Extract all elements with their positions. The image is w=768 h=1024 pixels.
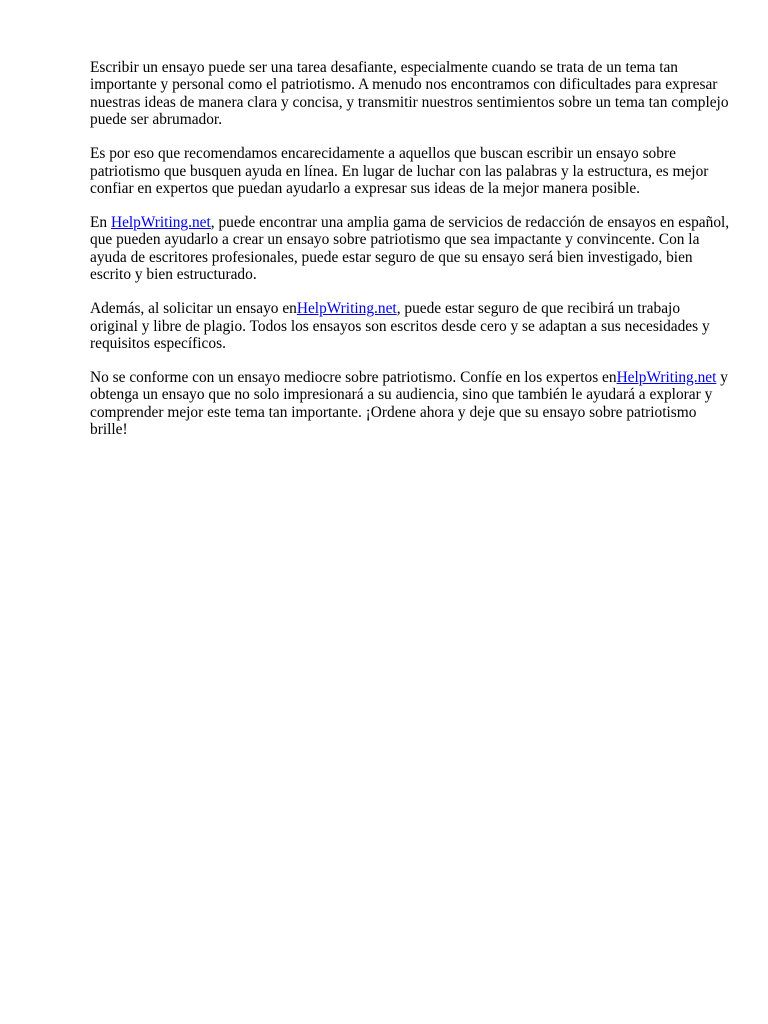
paragraph-text: Escribir un ensayo puede ser una tarea desafiante, especialmente cuando se trata de un tema tan importante y personal como el patriotismo. A menudo nos encontramos con dificultades para expresar nuestras ideas de manera clara y concisa, y transmitir nuestros sentimientos sobre un tema tan complejo puede ser abrumador. <box>90 59 729 129</box>
helpwriting-link[interactable]: HelpWriting.net <box>296 300 397 318</box>
paragraph-text-before: En <box>90 214 111 232</box>
paragraph-services <box>90 214 730 284</box>
helpwriting-link[interactable]: HelpWriting.net <box>110 214 211 232</box>
paragraph-text-before: Además, al solicitar un ensayo en <box>90 300 297 318</box>
paragraph-intro <box>90 59 730 129</box>
helpwriting-link[interactable]: HelpWriting.net <box>616 369 717 387</box>
document-body <box>90 59 730 455</box>
paragraph-text-after: , puede estar seguro de que recibirá un trabajo original y libre de plagio. Todos los ensayos son escritos desde cero y se adaptan a sus necesidades y requisitos específicos. <box>90 300 710 353</box>
paragraph-call-to-action <box>90 369 730 439</box>
paragraph-originality <box>90 300 730 352</box>
paragraph-text-before: No se conforme con un ensayo mediocre sobre patriotismo. Confíe en los expertos en <box>90 369 617 387</box>
paragraph-text: Es por eso que recomendamos encarecidamente a aquellos que buscan escribir un ensayo sobre patriotismo que busquen ayuda en línea. En lugar de luchar con las palabras y la estructura, es mejor confiar en expertos que puedan ayudarlo a expresar sus ideas de la mejor manera posible. <box>90 145 709 198</box>
paragraph-recommendation <box>90 145 730 197</box>
paragraph-text-after: , puede encontrar una amplia gama de servicios de redacción de ensayos en español, que pueden ayudarlo a crear un ensayo sobre patriotismo que sea impactante y convincente. Con la ayuda de escritores profesionales, puede estar seguro de que su ensayo será bien investigado, bien escrito y bien estructurado. <box>90 214 730 284</box>
paragraph-text-after: y obtenga un ensayo que no solo impresionará a su audiencia, sino que también le ayudará a explorar y comprender mejor este tema tan importante. ¡Ordene ahora y deje que su ensayo sobre patriotismo brille! <box>90 369 728 439</box>
